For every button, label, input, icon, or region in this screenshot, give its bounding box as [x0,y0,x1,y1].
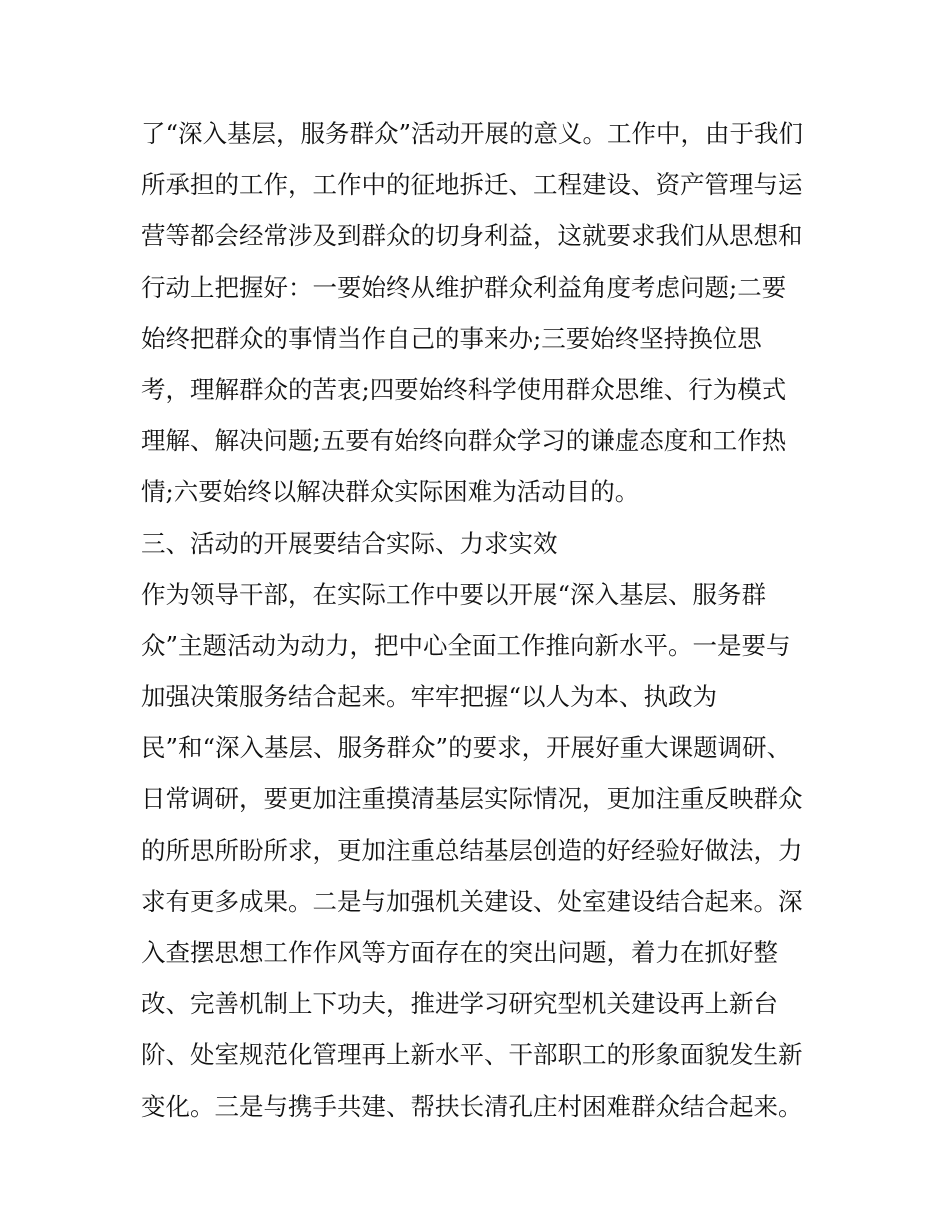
text-line: 众”主题活动为动力，把中心全面工作推向新水平。一是要与 [141,630,791,660]
text-line: 考，理解群众的苦衷;四要始终科学使用群众思维、行为模式 [141,374,787,404]
text-line: 了“深入基层，服务群众”活动开展的意义。工作中，由于我们 [141,119,804,148]
document-body [141,108,821,1132]
text-line: 阶、处室规范化管理再上新水平、干部职工的形象面貌发生新 [141,1040,803,1070]
text-line: 始终把群众的事情当作自己的事来办;三要始终坚持换位思 [141,323,762,353]
text-line: 日常调研，要更加注重摸清基层实际情况，更加注重反映群众 [141,784,803,814]
text-line: 加强决策服务结合起来。牢牢把握“以人为本、执政为 [141,682,718,712]
text-line: 情;六要始终以解决群众实际困难为活动目的。 [141,477,640,507]
text-line: 民”和“深入基层、服务群众”的要求，开展好重大课题调研、 [141,733,792,763]
text-line: 变化。三是与携手共建、帮扶长清孔庄村困难群众结合起来。 [141,1091,803,1121]
text-line: 的所思所盼所求，更加注重总结基层创造的好经验好做法，力 [141,835,803,865]
text-line: 营等都会经常涉及到群众的切身利益，这就要求我们从思想和 [141,221,803,251]
text-line: 求有更多成果。二是与加强机关建设、处室建设结合起来。深 [141,886,803,916]
text-line: 行动上把握好：一要始终从维护群众利益角度考虑问题;二要 [141,272,787,302]
text-line: 所承担的工作，工作中的征地拆迁、工程建设、资产管理与运 [141,170,803,200]
text-line: 改、完善机制上下功夫，推进学习研究型机关建设再上新台 [141,989,778,1019]
text-line: 作为领导干部，在实际工作中要以开展“深入基层、服务群 [141,579,767,609]
section-heading: 三、活动的开展要结合实际、力求实效 [141,528,558,558]
text-line: 入查摆思想工作作风等方面存在的突出问题，着力在抓好整 [141,938,778,967]
text-line: 理解、解决问题;五要有始终向群众学习的谦虚态度和工作热 [141,426,787,456]
